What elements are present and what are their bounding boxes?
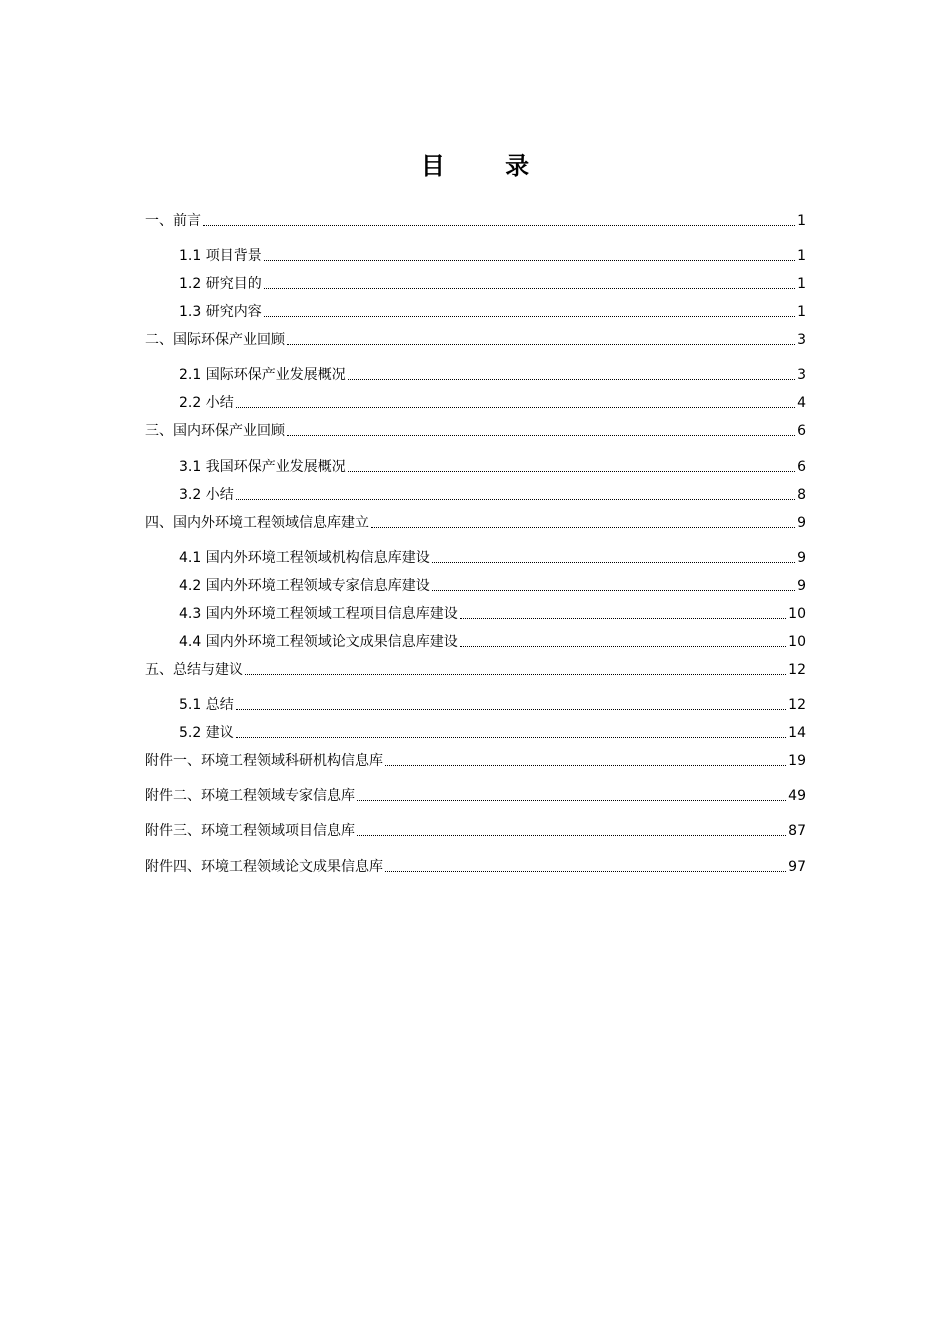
toc-page-number: 49 bbox=[788, 788, 806, 804]
toc-entry-text: 附件二、环境工程领域专家信息库 bbox=[145, 788, 355, 804]
toc-entry[interactable] bbox=[179, 299, 806, 321]
toc-page-number: 12 bbox=[788, 697, 806, 713]
toc-entry-text: 3.2 小结 bbox=[179, 487, 234, 503]
toc-page-number: 97 bbox=[788, 859, 806, 875]
toc-page-number: 8 bbox=[797, 487, 806, 503]
toc-entry[interactable] bbox=[179, 390, 806, 412]
toc-entry-text: 5.2 建议 bbox=[179, 725, 234, 741]
toc-leader bbox=[264, 315, 795, 317]
toc-entry-text: 1.3 研究内容 bbox=[179, 304, 262, 320]
toc-page-number: 9 bbox=[797, 515, 806, 531]
toc-entry-text: 1.2 研究目的 bbox=[179, 276, 262, 292]
toc-leader bbox=[348, 470, 795, 472]
toc-leader bbox=[348, 378, 795, 380]
toc-leader bbox=[371, 526, 795, 528]
toc-entry-text: 4.3 国内外环境工程领域工程项目信息库建设 bbox=[179, 606, 458, 622]
toc-page-number: 10 bbox=[788, 606, 806, 622]
toc-entry[interactable] bbox=[179, 601, 806, 623]
toc-entry-text: 5.1 总结 bbox=[179, 697, 234, 713]
toc-entry-text: 附件一、环境工程领域科研机构信息库 bbox=[145, 753, 383, 769]
toc-leader bbox=[236, 406, 795, 408]
toc-page-number: 9 bbox=[797, 578, 806, 594]
toc-entry-text: 4.2 国内外环境工程领域专家信息库建设 bbox=[179, 578, 430, 594]
toc-entry[interactable] bbox=[179, 720, 806, 742]
toc-entry[interactable] bbox=[179, 454, 806, 476]
toc-entry[interactable] bbox=[145, 418, 806, 440]
toc-leader bbox=[287, 434, 795, 436]
toc-entry[interactable] bbox=[179, 573, 806, 595]
toc-leader bbox=[245, 673, 786, 675]
toc-entry[interactable] bbox=[145, 748, 806, 770]
toc-leader bbox=[385, 870, 786, 872]
toc-entry-text: 四、国内外环境工程领域信息库建立 bbox=[145, 515, 369, 531]
toc-entry-text: 一、前言 bbox=[145, 213, 201, 229]
toc-leader bbox=[287, 343, 795, 345]
toc-entry[interactable] bbox=[179, 243, 806, 265]
toc-entry[interactable] bbox=[145, 854, 806, 876]
toc-entry[interactable] bbox=[179, 692, 806, 714]
toc-entry-text: 3.1 我国环保产业发展概况 bbox=[179, 459, 346, 475]
toc-entry-text: 4.1 国内外环境工程领域机构信息库建设 bbox=[179, 550, 430, 566]
toc-page-number: 10 bbox=[788, 634, 806, 650]
toc-leader bbox=[236, 498, 795, 500]
toc-entry-text: 三、国内环保产业回顾 bbox=[145, 423, 285, 439]
toc-entry-text: 4.4 国内外环境工程领域论文成果信息库建设 bbox=[179, 634, 458, 650]
toc-leader bbox=[357, 834, 786, 836]
toc-page-number: 4 bbox=[797, 395, 806, 411]
toc-page-number: 6 bbox=[797, 423, 806, 439]
toc-entry-text: 附件四、环境工程领域论文成果信息库 bbox=[145, 859, 383, 875]
toc-page-number: 9 bbox=[797, 550, 806, 566]
toc-leader bbox=[203, 224, 795, 226]
toc-leader bbox=[385, 764, 786, 766]
toc-entry-text: 五、总结与建议 bbox=[145, 662, 243, 678]
toc-page-number: 6 bbox=[797, 459, 806, 475]
toc-leader bbox=[236, 708, 786, 710]
toc-leader bbox=[264, 259, 795, 261]
toc-entry[interactable] bbox=[179, 362, 806, 384]
toc-entry-text: 2.2 小结 bbox=[179, 395, 234, 411]
toc-leader bbox=[460, 645, 786, 647]
toc-leader bbox=[460, 617, 786, 619]
toc-entry[interactable] bbox=[179, 629, 806, 651]
toc-title: 目 录 bbox=[420, 152, 556, 180]
toc-page-number: 1 bbox=[797, 248, 806, 264]
toc-entry[interactable] bbox=[179, 271, 806, 293]
toc-entry[interactable] bbox=[145, 818, 806, 840]
toc-entry[interactable] bbox=[145, 657, 806, 679]
toc-entry-text: 附件三、环境工程领域项目信息库 bbox=[145, 823, 355, 839]
toc-entry[interactable] bbox=[145, 783, 806, 805]
toc-page-number: 12 bbox=[788, 662, 806, 678]
toc-page-number: 1 bbox=[797, 304, 806, 320]
toc-entry-text: 1.1 项目背景 bbox=[179, 248, 262, 264]
toc-page-number: 1 bbox=[797, 213, 806, 229]
toc-leader bbox=[236, 736, 786, 738]
toc-entry-text: 二、国际环保产业回顾 bbox=[145, 332, 285, 348]
toc-entry[interactable] bbox=[179, 545, 806, 567]
toc-entry[interactable] bbox=[145, 327, 806, 349]
toc-entry[interactable] bbox=[145, 208, 806, 230]
toc-leader bbox=[432, 561, 795, 563]
toc-leader bbox=[264, 287, 795, 289]
toc-entry[interactable] bbox=[179, 482, 806, 504]
toc-entry-text: 2.1 国际环保产业发展概况 bbox=[179, 367, 346, 383]
toc-entry[interactable] bbox=[145, 510, 806, 532]
toc-leader bbox=[432, 589, 795, 591]
toc-leader bbox=[357, 799, 786, 801]
toc-page-number: 3 bbox=[797, 367, 806, 383]
toc-page-number: 1 bbox=[797, 276, 806, 292]
toc-page-number: 87 bbox=[788, 823, 806, 839]
toc-page-number: 3 bbox=[797, 332, 806, 348]
toc-page-number: 19 bbox=[788, 753, 806, 769]
toc-page-number: 14 bbox=[788, 725, 806, 741]
